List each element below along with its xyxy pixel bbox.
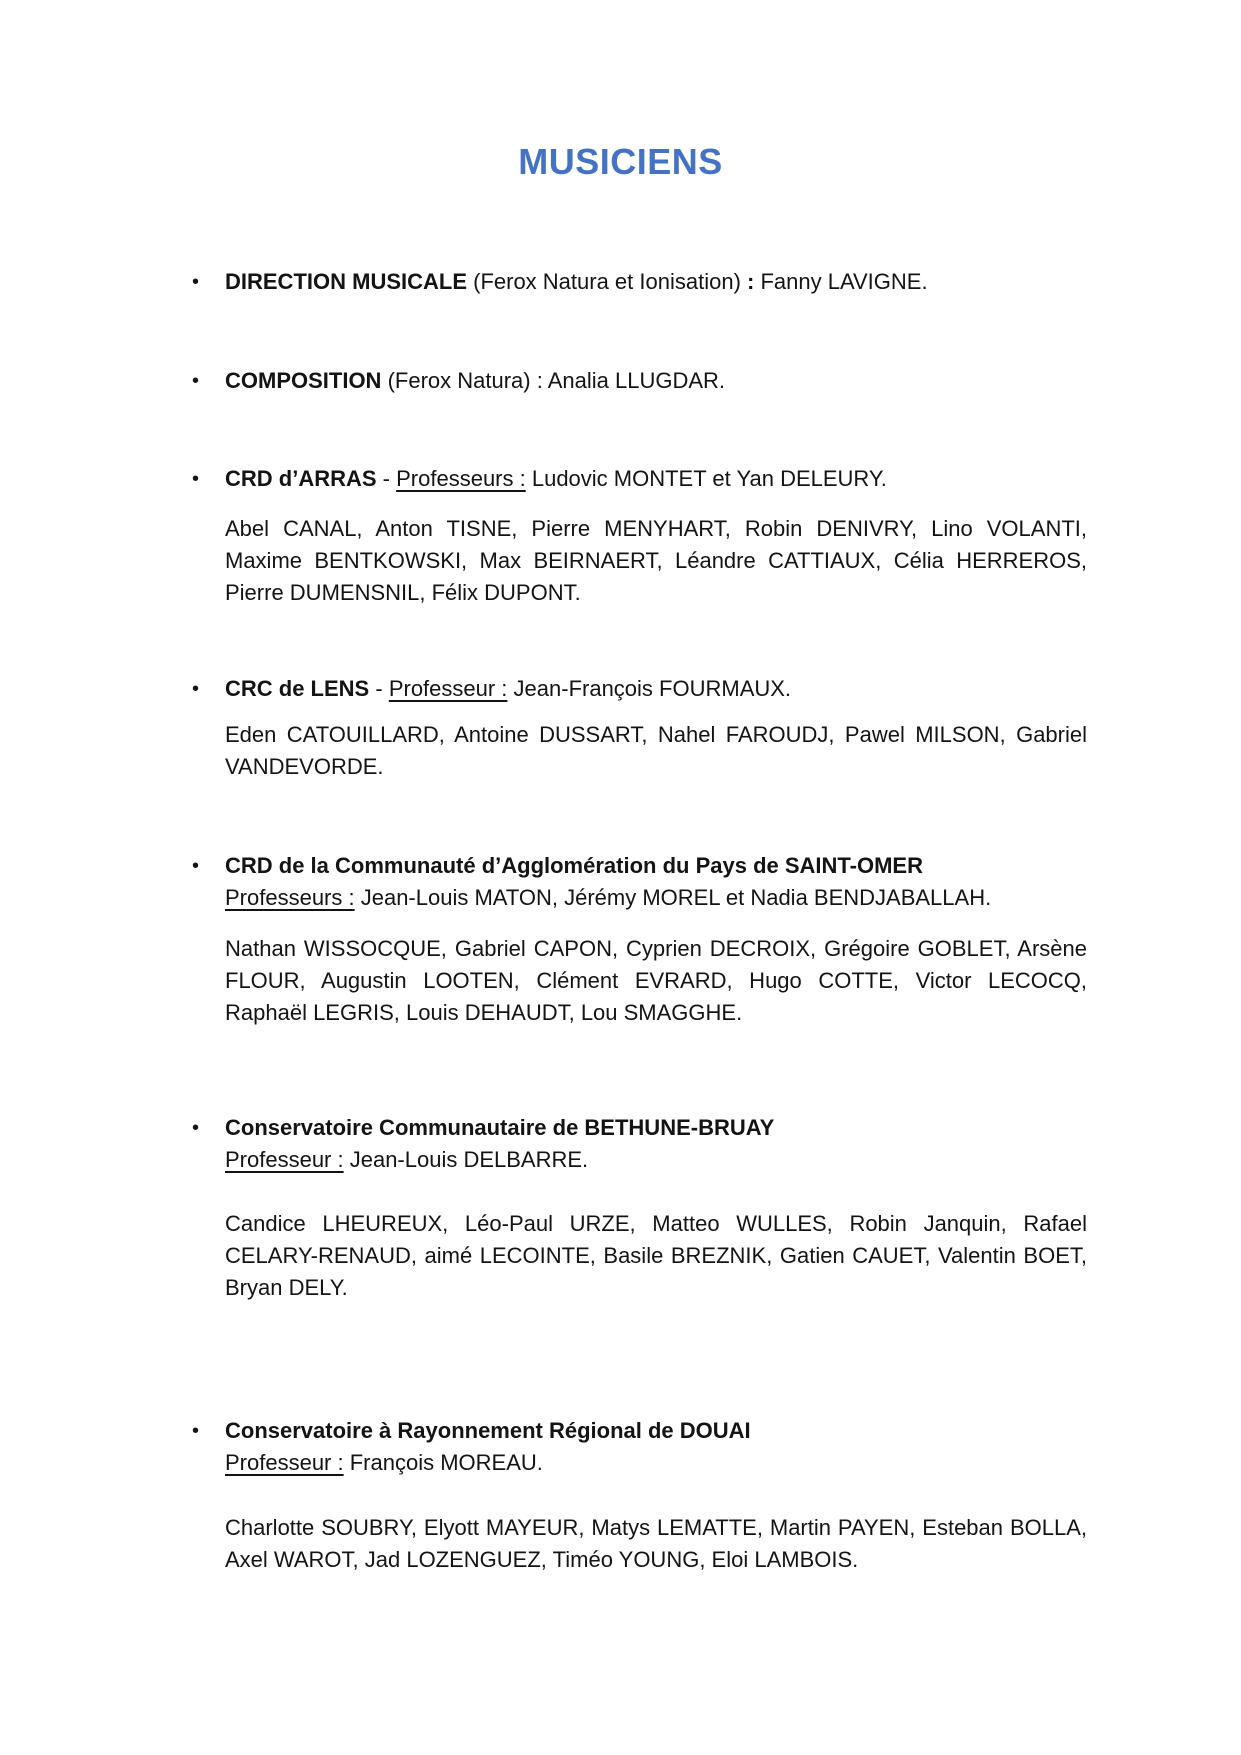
section-conservatoire-bethune-bruay bbox=[190, 1112, 1087, 1304]
text-run: Professeur : bbox=[225, 1450, 344, 1475]
text-run: Jean-Louis DELBARRE. bbox=[343, 1147, 589, 1172]
section-header bbox=[225, 850, 1087, 914]
text-run: (Ferox Natura et Ionisation) bbox=[467, 269, 748, 294]
bullet-line bbox=[190, 673, 1087, 705]
members-paragraph: Eden CATOUILLARD, Antoine DUSSART, Nahel FAROUDJ, Pawel MILSON, Gabriel VANDEVORDE. bbox=[225, 722, 1087, 779]
text-run: Jean-Louis MATON, Jérémy MOREL et Nadia BENDJABALLAH. bbox=[354, 885, 992, 910]
bullet-line bbox=[190, 266, 1087, 298]
text-run: Ludovic MONTET et Yan DELEURY. bbox=[525, 466, 887, 491]
section-header bbox=[225, 463, 1087, 495]
text-run: Professeur : bbox=[388, 676, 508, 701]
bullet-icon: • bbox=[192, 1420, 200, 1442]
section-conservatoire-douai bbox=[190, 1415, 1087, 1576]
text-run: CRC de LENS bbox=[225, 676, 370, 701]
section-direction-musicale bbox=[190, 266, 1087, 298]
bullet-icon: • bbox=[192, 468, 200, 490]
text-run: Professeurs : bbox=[396, 466, 526, 491]
bullet-line bbox=[190, 1112, 1087, 1176]
text-run: Professeurs : bbox=[225, 885, 355, 910]
section-crc-lens bbox=[190, 673, 1087, 783]
text-run: - bbox=[376, 466, 397, 491]
text-run: Fanny LAVIGNE. bbox=[754, 269, 928, 294]
bullet-icon: • bbox=[192, 678, 200, 700]
section-crd-saint-omer bbox=[190, 850, 1087, 1029]
bullet-icon: • bbox=[192, 855, 200, 877]
bullet-icon: • bbox=[192, 370, 200, 392]
section-header bbox=[225, 1112, 1087, 1176]
bullet-line bbox=[190, 365, 1087, 397]
text-run: CRD d’ARRAS bbox=[225, 466, 377, 491]
text-run: François MOREAU. bbox=[343, 1450, 543, 1475]
text-run: Professeur : bbox=[225, 1147, 344, 1172]
section-composition bbox=[190, 365, 1087, 397]
text-run: - bbox=[369, 676, 389, 701]
section-header bbox=[225, 673, 1087, 705]
members-paragraph: Candice LHEUREUX, Léo-Paul URZE, Matteo WULLES, Robin Janquin, Rafael CELARY-RENAUD, aimé LECOINTE, Basile BREZNIK, Gatien CAUET, Valentin BOET, Bryan DELY. bbox=[225, 1211, 1087, 1300]
section-header bbox=[225, 365, 1087, 397]
bullet-line bbox=[190, 463, 1087, 495]
text-run: COMPOSITION bbox=[225, 368, 382, 393]
bullet-line bbox=[190, 1415, 1087, 1479]
text-run: (Ferox Natura) : Analia LLUGDAR. bbox=[381, 368, 726, 393]
section-header bbox=[225, 1415, 1087, 1479]
section-header bbox=[225, 266, 1087, 298]
bullet-line bbox=[190, 850, 1087, 914]
members-paragraph: Nathan WISSOCQUE, Gabriel CAPON, Cyprien DECROIX, Grégoire GOBLET, Arsène FLOUR, Augustin LOOTEN, Clément EVRARD, Hugo COTTE, Victor LECOCQ, Raphaël LEGRIS, Louis DEHAUDT, Lou SMAGGHE. bbox=[225, 936, 1087, 1025]
text-run: Conservatoire à Rayonnement Régional de DOUAI bbox=[225, 1418, 751, 1443]
members-paragraph: Abel CANAL, Anton TISNE, Pierre MENYHART, Robin DENIVRY, Lino VOLANTI, Maxime BENTKOWSKI, Max BEIRNAERT, Léandre CATTIAUX, Célia HERREROS, Pierre DUMENSNIL, Félix DUPONT. bbox=[225, 516, 1087, 605]
section-crd-arras bbox=[190, 463, 1087, 609]
text-run: CRD de la Communauté d’Agglomération du Pays de SAINT-OMER bbox=[225, 853, 923, 878]
text-run: DIRECTION MUSICALE bbox=[225, 269, 467, 294]
text-run: Jean-François FOURMAUX. bbox=[507, 676, 792, 701]
page-title: MUSICIENS bbox=[518, 141, 723, 182]
members-paragraph: Charlotte SOUBRY, Elyott MAYEUR, Matys LEMATTE, Martin PAYEN, Esteban BOLLA, Axel WAROT, Jad LOZENGUEZ, Timéo YOUNG, Eloi LAMBOIS. bbox=[225, 1515, 1087, 1572]
text-run: Conservatoire Communautaire de BETHUNE-BRUAY bbox=[225, 1115, 775, 1140]
text-run: : bbox=[747, 269, 755, 294]
bullet-icon: • bbox=[192, 1117, 200, 1139]
bullet-icon: • bbox=[192, 271, 200, 293]
